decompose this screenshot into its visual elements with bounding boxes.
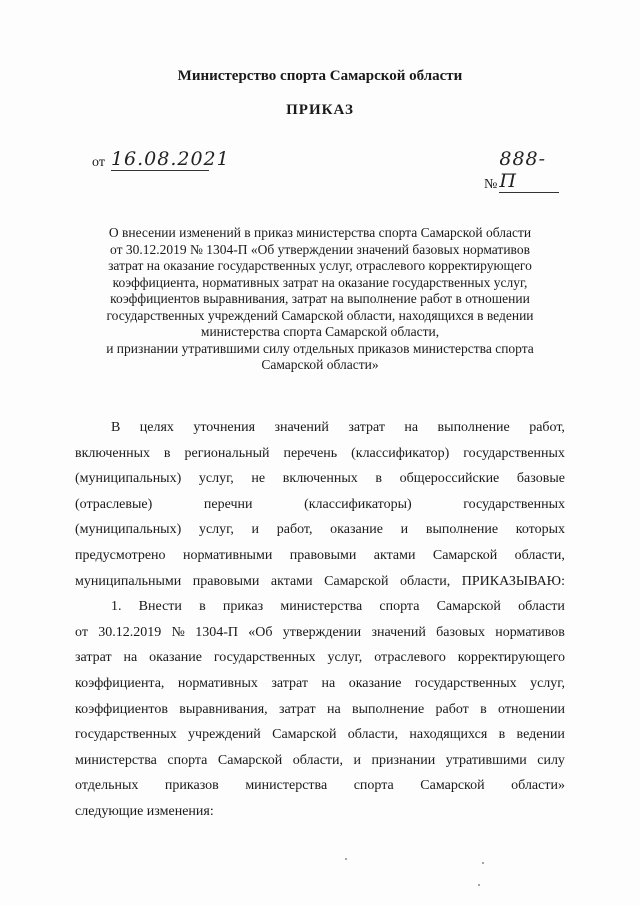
word: отраслевого xyxy=(374,650,446,666)
word: государственных xyxy=(414,675,517,691)
word: министерства xyxy=(245,778,328,794)
body-line xyxy=(75,543,565,569)
handwritten-number: 888-П xyxy=(499,148,559,193)
word: актами xyxy=(270,573,313,589)
word: приказ xyxy=(222,599,264,615)
word: (классификаторы) xyxy=(304,496,412,512)
document-type-title: ПРИКАЗ xyxy=(286,102,354,118)
word: области» xyxy=(511,778,565,794)
word: перечни xyxy=(203,496,253,512)
body-line: следующие изменения: xyxy=(75,803,214,819)
body-line xyxy=(75,517,565,543)
scan-speck xyxy=(482,862,484,864)
body-line xyxy=(75,697,565,723)
word: услуг, xyxy=(198,471,234,487)
word: отношении xyxy=(498,701,565,717)
word: находящихся xyxy=(409,727,488,743)
word: министерства xyxy=(75,752,157,768)
word: 30.12.2019 xyxy=(98,624,162,640)
subject-line: затрат на оказание государственных услуг, отраслевого корректирующего xyxy=(108,258,532,273)
word: области, xyxy=(292,752,344,768)
word: работ, xyxy=(529,420,565,435)
word: общероссийские xyxy=(399,471,500,487)
word: спорта xyxy=(353,778,394,794)
word: затрат xyxy=(348,420,385,435)
word: на xyxy=(404,420,419,435)
subject-line: коэффициента, нормативных затрат на оказание государственных услуг, xyxy=(112,274,528,290)
word: Самарской xyxy=(432,547,498,563)
word: муниципальными xyxy=(75,573,182,589)
handwritten-date: 16.08.2021 xyxy=(110,148,230,170)
word: «Об xyxy=(248,624,273,640)
word: ПРИКАЗЫВАЮ: xyxy=(461,573,565,589)
body-line xyxy=(75,620,565,646)
word: Самарской xyxy=(436,599,501,615)
word: выполнение xyxy=(425,522,499,538)
word: в xyxy=(199,599,206,615)
body-line xyxy=(75,594,565,620)
word: государственных xyxy=(75,727,177,743)
word: нормативных xyxy=(177,675,258,691)
word: предусмотрено xyxy=(75,547,166,563)
order-body xyxy=(75,415,565,825)
word: оказание xyxy=(330,522,383,538)
word: которых xyxy=(515,522,565,538)
word: коэффициента, xyxy=(75,675,165,691)
word: выполнение xyxy=(351,701,425,717)
word: на xyxy=(321,675,336,691)
word: министерства xyxy=(280,599,363,615)
word: государственных xyxy=(463,496,565,512)
word: затрат xyxy=(279,701,316,717)
word: области, xyxy=(399,573,451,589)
word: выполнение xyxy=(437,420,510,435)
word: не xyxy=(251,471,266,487)
subject-line: Самарской области» xyxy=(261,357,379,372)
word: целях xyxy=(139,420,174,435)
word: на xyxy=(123,650,138,666)
word: учреждений xyxy=(188,727,261,743)
ministry-name: Министерство спорта Самарской области xyxy=(177,68,463,84)
order-number xyxy=(484,148,559,193)
word: области, xyxy=(347,727,399,743)
word: в xyxy=(375,471,383,487)
scan-speck xyxy=(345,858,347,860)
word: (муниципальных) xyxy=(75,522,182,538)
body-line xyxy=(75,492,565,518)
word: области, xyxy=(514,547,565,563)
body-line xyxy=(75,645,565,671)
word: государственных xyxy=(463,445,565,461)
word: перечень xyxy=(283,445,338,461)
word: Самарской xyxy=(324,573,389,589)
subject-line: коэффициентов выравнивания, затрат на выполнение работ в отношении xyxy=(110,291,530,306)
word: уточнения xyxy=(193,420,256,435)
word: силу xyxy=(537,752,565,768)
body-line xyxy=(75,773,565,799)
word: региональный xyxy=(184,445,270,461)
word: в xyxy=(480,701,487,717)
word: услуг, xyxy=(198,522,234,538)
date-prefix: от xyxy=(92,155,105,170)
word: выравнивания, xyxy=(179,701,268,717)
number-prefix: № xyxy=(484,177,498,192)
word: в xyxy=(498,727,506,743)
order-subject xyxy=(70,225,570,374)
word: значений xyxy=(274,420,329,435)
word: включенных xyxy=(282,471,358,487)
word: Самарской xyxy=(272,727,337,743)
word: услуг, xyxy=(530,675,565,691)
subject-line: от 30.12.2019 № 1304-П «Об утверждении значений базовых нормативов xyxy=(110,241,530,257)
word: утверждении xyxy=(282,624,362,640)
body-line xyxy=(75,748,565,774)
order-date xyxy=(92,148,230,171)
word: от xyxy=(75,624,88,640)
word: 1304-П xyxy=(195,624,238,640)
word: В xyxy=(111,420,121,435)
word: нормативов xyxy=(495,624,565,640)
word: Самарской xyxy=(420,778,485,794)
word: затрат xyxy=(75,650,112,666)
word: № xyxy=(171,624,185,640)
word: оказание xyxy=(348,675,402,691)
word: области xyxy=(518,599,565,615)
word: коэффициентов xyxy=(75,701,168,717)
word: спорта xyxy=(167,752,208,768)
body-line xyxy=(75,671,565,697)
subject-line: О внесении изменений в приказ министерства спорта Самарской области xyxy=(108,225,532,240)
subject-line: министерства спорта Самарской области, xyxy=(200,324,440,339)
word: и xyxy=(251,522,260,538)
body-line xyxy=(75,466,565,492)
word: (отраслевые) xyxy=(75,496,153,512)
word: Самарской xyxy=(217,752,283,768)
word: (муниципальных) xyxy=(75,471,182,487)
scan-speck xyxy=(478,884,480,886)
word: Внести xyxy=(138,599,182,615)
word: включенных xyxy=(75,445,150,461)
word: затрат xyxy=(271,675,309,691)
body-line xyxy=(75,722,565,748)
word: ведении xyxy=(516,727,565,743)
word: спорта xyxy=(379,599,420,615)
word: корректирующего xyxy=(457,650,565,666)
word: и xyxy=(353,752,362,768)
word: базовых xyxy=(436,624,485,640)
word: нормативными xyxy=(182,547,273,563)
word: отдельных xyxy=(75,778,139,794)
word: правовыми xyxy=(289,547,357,563)
word: (классификатор) xyxy=(351,445,450,461)
body-line xyxy=(75,569,565,595)
word: утратившими xyxy=(445,752,527,768)
word: на xyxy=(326,701,341,717)
word: правовыми xyxy=(192,573,260,589)
body-line xyxy=(75,441,565,467)
subject-line: государственных учреждений Самарской области, находящихся в ведении xyxy=(106,307,534,323)
word: базовые xyxy=(516,471,565,487)
word: в xyxy=(163,445,171,461)
word: и xyxy=(400,522,409,538)
word: приказов xyxy=(164,778,219,794)
word: работ, xyxy=(276,522,313,538)
word: работ xyxy=(435,701,469,717)
word: государственных xyxy=(213,650,316,666)
word: актами xyxy=(373,547,416,563)
word: признании xyxy=(371,752,436,768)
word: оказание xyxy=(149,650,202,666)
subject-line: и признании утратившими силу отдельных приказов министерства спорта xyxy=(106,340,534,356)
word: услуг, xyxy=(327,650,363,666)
body-line xyxy=(75,415,565,441)
word: 1. xyxy=(111,599,122,615)
word: значений xyxy=(371,624,426,640)
